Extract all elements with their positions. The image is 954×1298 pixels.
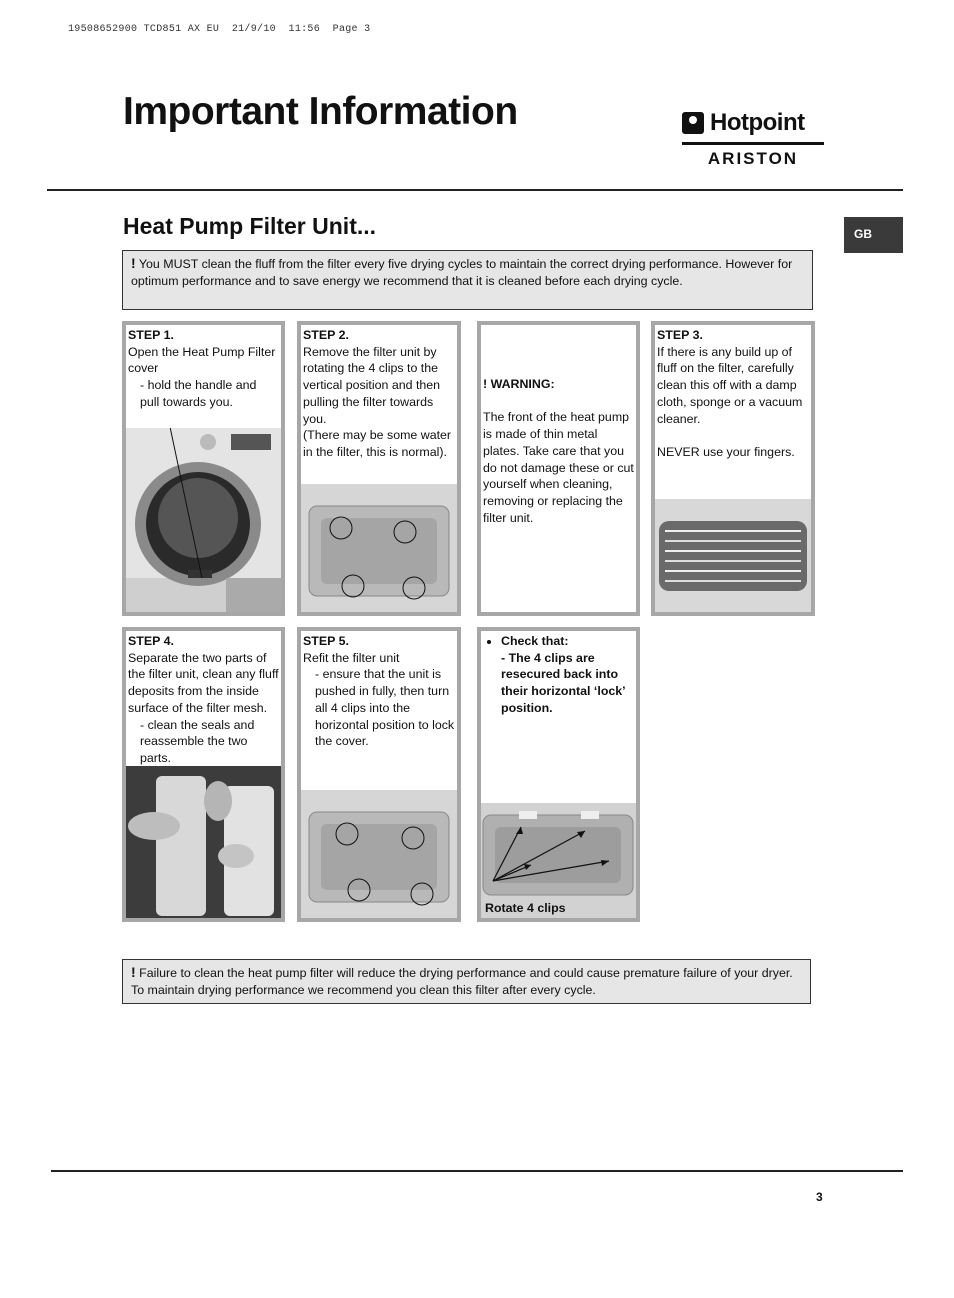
page-title: Important Information xyxy=(123,90,518,133)
step5-title: STEP 5. xyxy=(303,634,349,648)
step2-subtext: (There may be some water in the filter, this is normal). xyxy=(303,428,452,459)
dryer-photo xyxy=(126,428,281,612)
notice-text: You MUST clean the fluff from the filter every five drying cycles to maintain the correct drying performance. However for optimum performance and to save energy we recommend that it is cleaned before each drying cycle. xyxy=(131,257,793,288)
step2-text: Remove the filter unit by rotating the 4 clips to the vertical position and then pulling the filter towards you. xyxy=(303,344,441,426)
notice-mark: ! xyxy=(131,255,136,271)
language-tab: GB xyxy=(844,217,903,253)
step3-text: If there is any build up of fluff on the filter, carefully clean this off with a damp cloth, sponge or a vacuum cleaner. xyxy=(657,344,803,426)
step4-text: Separate the two parts of the filter unit, clean any fluff deposits from the inside surface of the filter mesh. xyxy=(128,650,279,715)
refit-filter-photo xyxy=(301,790,457,918)
notice-top xyxy=(122,250,813,310)
step1-subtext: - hold the handle and pull towards you. xyxy=(140,378,257,409)
step5-text: Refit the filter unit xyxy=(303,650,400,665)
page-number: 3 xyxy=(816,1190,823,1204)
brand-name: Hotpoint xyxy=(710,109,805,136)
brand-logo xyxy=(682,110,824,174)
check-item: - The 4 clips are resecured back into their horizontal ‘lock’ position. xyxy=(501,650,625,715)
rotate-clips-photo xyxy=(481,803,636,918)
check-panel xyxy=(477,627,640,922)
notice-bottom xyxy=(122,959,811,1004)
step4-subtext: - clean the seals and reassemble the two parts. xyxy=(140,717,255,765)
hotpoint-logo-icon xyxy=(682,112,704,134)
step4-panel xyxy=(122,627,285,922)
notice-bottom-text: Failure to clean the heat pump filter will reduce the drying performance and could cause premature failure of your dryer. To maintain drying performance we recommend you clean this filter after every cycle. xyxy=(131,966,793,997)
rotate-clips-caption: Rotate 4 clips xyxy=(485,901,566,915)
step3-subtext: NEVER use your fingers. xyxy=(657,444,795,459)
step1-panel xyxy=(122,321,285,616)
step2-panel xyxy=(297,321,461,616)
heat-pump-photo xyxy=(655,499,811,612)
step1-text: Open the Heat Pump Filter cover xyxy=(128,344,276,376)
footer-rule xyxy=(51,1170,903,1172)
step1-title: STEP 1. xyxy=(128,328,174,342)
step5-subtext: - ensure that the unit is pushed in fully, then turn all 4 clips into the horizontal position to lock the cover. xyxy=(315,667,455,749)
step5-panel xyxy=(297,627,461,922)
step2-title: STEP 2. xyxy=(303,328,349,342)
section-title: Heat Pump Filter Unit... xyxy=(123,213,377,239)
warning-panel xyxy=(477,321,640,616)
warning-title: ! WARNING: xyxy=(483,377,555,391)
step4-title: STEP 4. xyxy=(128,634,174,648)
brand-sub: ARISTON xyxy=(707,149,799,168)
warning-text: The front of the heat pump is made of thin metal plates. Take care that you do not damage these or cut yourself when cleaning, removing or replacing the filter unit. xyxy=(483,410,634,525)
logo-divider xyxy=(682,142,824,145)
filter-cleaning-photo xyxy=(126,766,281,918)
notice-bottom-mark: ! xyxy=(131,964,136,980)
filter-clips-photo xyxy=(301,484,457,612)
step3-title: STEP 3. xyxy=(657,328,703,342)
header-rule xyxy=(47,189,903,191)
print-header: 19508652900 TCD851 AX EU 21/9/10 11:56 Page 3 xyxy=(68,24,371,35)
step3-panel xyxy=(651,321,815,616)
check-title: • Check that: xyxy=(501,633,634,650)
